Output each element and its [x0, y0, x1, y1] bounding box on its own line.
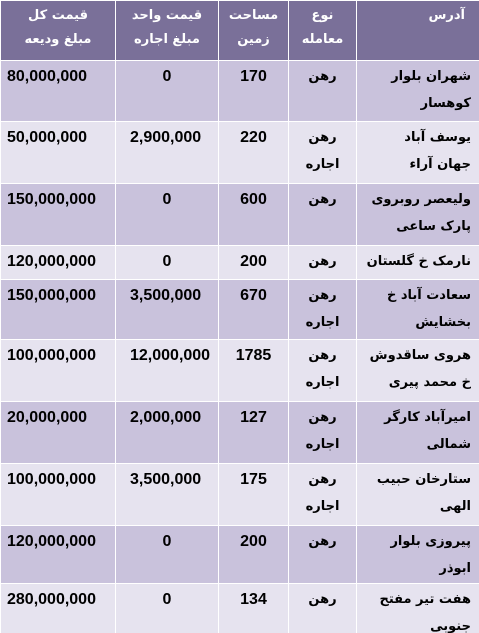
cell-total-price: 100,000,000 [1, 340, 116, 402]
table-row [1, 464, 479, 526]
cell-address: نارمک خ گلستان [357, 246, 479, 280]
cell-total-price: 80,000,000 [1, 61, 116, 122]
cell-land-area: 1785 [219, 340, 289, 402]
cell-land-area: 200 [219, 526, 289, 584]
table-row [1, 402, 479, 464]
cell-total-price: 150,000,000 [1, 280, 116, 340]
cell-land-area: 600 [219, 184, 289, 246]
table-row [1, 184, 479, 246]
cell-address: ستارخان حبیب الهی [357, 464, 479, 526]
cell-total-price: 20,000,000 [1, 402, 116, 464]
cell-land-area: 127 [219, 402, 289, 464]
cell-unit-price: 2,900,000 [116, 122, 219, 184]
header-row [1, 1, 479, 61]
table-row [1, 61, 479, 122]
cell-land-area: 170 [219, 61, 289, 122]
cell-total-price: 100,000,000 [1, 464, 116, 526]
cell-deal-type: رهن اجاره [289, 340, 357, 402]
cell-unit-price: 12,000,000 [116, 340, 219, 402]
cell-total-price: 120,000,000 [1, 526, 116, 584]
header-area: مساحت زمین [219, 1, 289, 61]
cell-unit-price: 3,500,000 [116, 464, 219, 526]
cell-unit-price: 0 [116, 584, 219, 633]
cell-deal-type: رهن [289, 184, 357, 246]
cell-unit-price: 0 [116, 526, 219, 584]
cell-deal-type: رهن اجاره [289, 464, 357, 526]
table-row [1, 340, 479, 402]
cell-address: ولیعصر روبروی پارک ساعی [357, 184, 479, 246]
header-type: نوع معامله [289, 1, 357, 61]
cell-total-price: 150,000,000 [1, 184, 116, 246]
table-row [1, 280, 479, 340]
table-row [1, 122, 479, 184]
cell-deal-type: رهن [289, 246, 357, 280]
cell-deal-type: رهن اجاره [289, 122, 357, 184]
cell-land-area: 134 [219, 584, 289, 633]
table-row [1, 584, 479, 633]
table-row [1, 246, 479, 280]
cell-deal-type: رهن [289, 526, 357, 584]
cell-unit-price: 0 [116, 246, 219, 280]
cell-unit-price: 0 [116, 61, 219, 122]
cell-address: پیروزی بلوار ابوذر [357, 526, 479, 584]
header-address: آدرس [357, 1, 479, 61]
cell-total-price: 50,000,000 [1, 122, 116, 184]
cell-unit-price: 0 [116, 184, 219, 246]
cell-deal-type: رهن [289, 584, 357, 633]
cell-total-price: 120,000,000 [1, 246, 116, 280]
cell-address: شهران بلوار کوهسار [357, 61, 479, 122]
cell-address: سعادت آباد خ بخشایش [357, 280, 479, 340]
cell-land-area: 670 [219, 280, 289, 340]
cell-total-price: 280,000,000 [1, 584, 116, 633]
cell-deal-type: رهن اجاره [289, 280, 357, 340]
cell-deal-type: رهن [289, 61, 357, 122]
header-unit-price: قیمت واحد مبلغ اجاره [116, 1, 219, 61]
header-total-price: قیمت کل مبلغ ودیعه [1, 1, 116, 61]
cell-address: یوسف آباد جهان آراء [357, 122, 479, 184]
table-row [1, 526, 479, 584]
cell-land-area: 220 [219, 122, 289, 184]
cell-address: امیرآباد کارگر شمالی [357, 402, 479, 464]
cell-unit-price: 3,500,000 [116, 280, 219, 340]
cell-address: هفت تیر مفتح جنوبی [357, 584, 479, 633]
cell-deal-type: رهن اجاره [289, 402, 357, 464]
cell-land-area: 175 [219, 464, 289, 526]
cell-address: هروی ساقدوش خ محمد پیری [357, 340, 479, 402]
cell-unit-price: 2,000,000 [116, 402, 219, 464]
cell-land-area: 200 [219, 246, 289, 280]
